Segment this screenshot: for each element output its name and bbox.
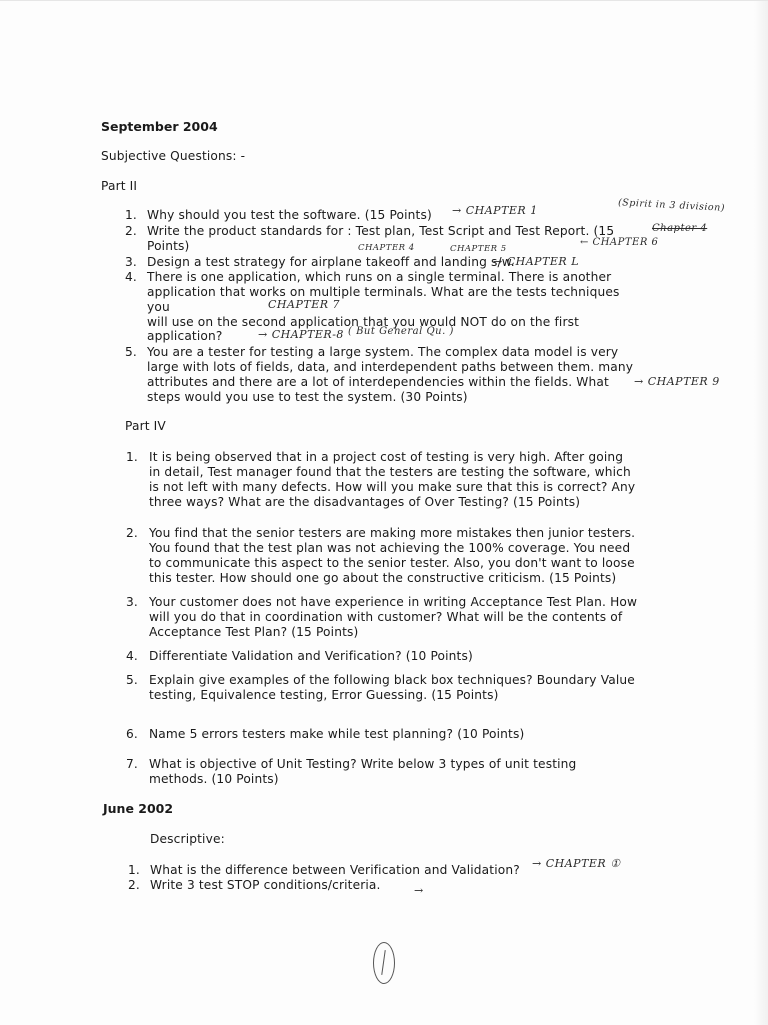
list-number: 2. [125, 224, 137, 238]
handwritten-note: → CHAPTER 1 [452, 204, 538, 217]
question-line: will you do that in coordination with customer? What will be the contents of [149, 610, 623, 624]
handwritten-note: → CHAPTER L [493, 255, 580, 268]
question-line: Design a test strategy for airplane takeoff and landing s/w. [147, 255, 515, 269]
list-number: 5. [125, 345, 137, 359]
section-heading-sep-2004: September 2004 [101, 119, 218, 134]
question-line: Write the product standards for : Test plan, Test Script and Test Report. (15 [147, 224, 615, 238]
handwritten-note: (Spirit in 3 division) [617, 197, 726, 214]
question-line: Differentiate Validation and Verification? (10 Points) [149, 649, 473, 663]
question-line: in detail, Test manager found that the testers are testing the software, which [149, 465, 631, 479]
handwritten-note: ( But General Qu. ) [348, 326, 454, 337]
question-line: methods. (10 Points) [149, 772, 279, 786]
question-line: Acceptance Test Plan? (15 Points) [149, 625, 359, 639]
question-line: will use on the second application that you would NOT do on the first [147, 315, 580, 329]
question-line: three ways? What are the disadvantages of Over Testing? (15 Points) [149, 495, 581, 509]
list-number: 3. [126, 595, 138, 609]
question-line: application that works on multiple terminals. What are the tests techniques [147, 285, 620, 299]
list-number: 1. [125, 208, 137, 222]
handwritten-note: Chapter 4 [652, 223, 708, 234]
handwritten-note: ← CHAPTER 6 [580, 237, 659, 248]
question-line: You found that the test plan was not achieving the 100% coverage. You need [149, 541, 631, 555]
handwritten-note: CHAPTER 7 [268, 298, 340, 311]
handwritten-note: CHAPTER 5 [450, 244, 507, 254]
question-line: Your customer does not have experience in writing Acceptance Test Plan. How [149, 595, 638, 609]
handwritten-note: → CHAPTER-8 [258, 328, 344, 341]
handwritten-note: → CHAPTER 9 [634, 375, 720, 388]
question-line: Name 5 errors testers make while test planning? (10 Points) [149, 727, 525, 741]
question-line: What is objective of Unit Testing? Write below 3 types of unit testing [149, 757, 577, 771]
list-number: 1. [128, 863, 140, 877]
section-heading-jun-2002: June 2002 [103, 801, 174, 816]
list-number: 3. [125, 255, 137, 269]
question-line: What is the difference between Verification and Validation? [150, 863, 520, 877]
part-ii-title: Part II [101, 179, 138, 193]
question-line: application? [147, 329, 223, 343]
handwritten-arrow: → [414, 884, 424, 897]
question-line: There is one application, which runs on a single terminal. There is another [147, 270, 612, 284]
question-line: steps would you use to test the system. (30 Points) [147, 390, 468, 404]
question-line: to communicate this aspect to the senior tester. Also, you don't want to loose [149, 556, 635, 570]
question-line: Why should you test the software. (15 Points) [147, 208, 432, 222]
handwritten-note: → CHAPTER ① [532, 857, 621, 870]
subjective-questions-label: Subjective Questions: - [101, 149, 246, 163]
question-line: It is being observed that in a project cost of testing is very high. After going [149, 450, 624, 464]
list-number: 5. [126, 673, 138, 687]
list-number: 6. [126, 727, 138, 741]
question-line: You are a tester for testing a large system. The complex data model is very [147, 345, 619, 359]
list-number: 4. [125, 270, 137, 284]
question-line: Points) [147, 239, 190, 253]
list-number: 2. [128, 878, 140, 892]
question-line: Explain give examples of the following black box techniques? Boundary Value [149, 673, 635, 687]
handwritten-note: CHAPTER 4 [358, 243, 415, 253]
part-iv-title: Part IV [125, 419, 166, 433]
question-line: large with lots of fields, data, and interdependent paths between them. many [147, 360, 634, 374]
scan-edge-shadow [754, 1, 768, 1025]
question-line: this tester. How should one go about the constructive criticism. (15 Points) [149, 571, 617, 585]
question-line: you [147, 300, 170, 314]
question-line: Write 3 test STOP conditions/criteria. [150, 878, 381, 892]
question-line: You find that the senior testers are making more mistakes then junior testers. [149, 526, 636, 540]
list-number: 7. [126, 757, 138, 771]
question-line: attributes and there are a lot of interdependencies within the fields. What [147, 375, 609, 389]
list-number: 4. [126, 649, 138, 663]
list-number: 1. [126, 450, 138, 464]
descriptive-label: Descriptive: [150, 832, 225, 846]
question-line: is not left with many defects. How will you make sure that this is correct? Any [149, 480, 636, 494]
question-line: testing, Equivalence testing, Error Guessing. (15 Points) [149, 688, 499, 702]
handwritten-circle-mark [373, 942, 395, 984]
list-number: 2. [126, 526, 138, 540]
